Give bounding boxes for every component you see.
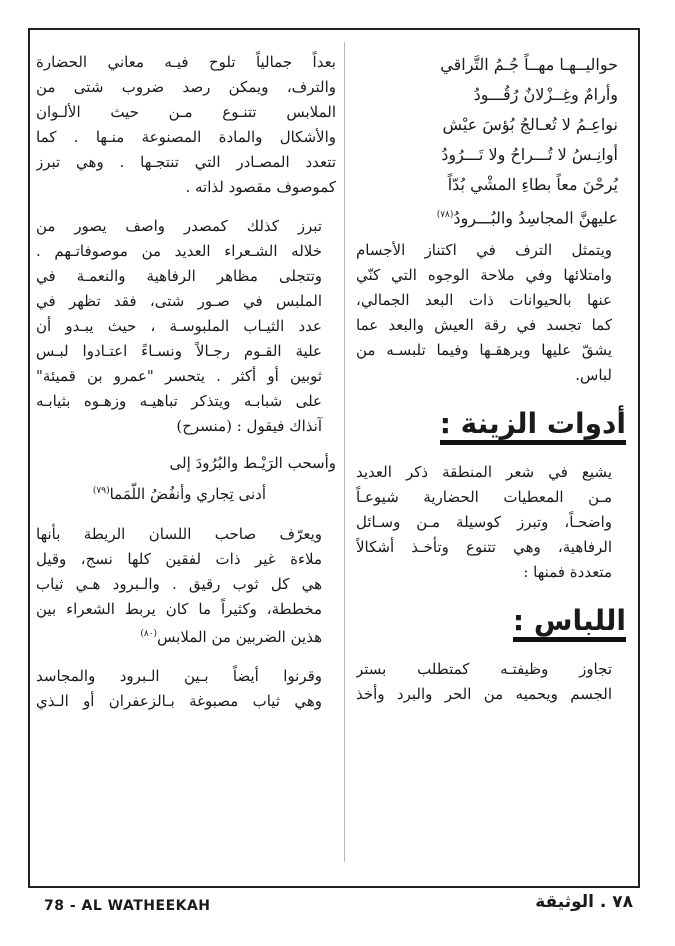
heading-text: أدوات الزينة : (440, 407, 626, 445)
paragraph-luxury (356, 238, 626, 388)
paragraph-descriptor (36, 214, 336, 439)
paragraph-rayta (36, 522, 336, 650)
text-line: عدد الثيـاب الملبوسـة ، حيث يبـدو أن (36, 317, 322, 335)
poem-line-text: عليهنَّ المجاسِدُ والبُـــرودُ (453, 208, 618, 228)
text-line (36, 622, 336, 650)
footnote-ref: (٧٨) (436, 210, 454, 220)
text-line: تبرز كذلك كمصدر واصف يصور من (36, 217, 322, 235)
text-line: وامتلائها وفي ملاحة الوجوه التي كنّي (356, 266, 612, 284)
column-divider (344, 42, 345, 862)
text-line: آنذاك فيقول : (منسرح) (176, 417, 322, 435)
text-line: ثوبين أو أكثر . يتحسر "عمرو بن قميئة" (36, 367, 322, 385)
paragraph-clothing (356, 657, 626, 707)
paragraph-clothing-cont (36, 50, 336, 200)
text-line: ويتمثل الترف في اكتناز الأجسام (356, 241, 612, 259)
footnote-ref: (٨٠) (140, 629, 158, 639)
text-line: مخططة، وكثيراً ما كان يربط الشعراء بين (36, 600, 322, 618)
text-line: وتتجلى مظاهر الرفاهية والنعمـة في (36, 267, 322, 285)
text-line-content: هذين الضربين من الملابس (157, 628, 322, 646)
paragraph-mujasid (36, 664, 336, 714)
poem-line: حواليــهـا مهــاً جُـمُ التَّراقي (440, 55, 618, 74)
section-heading-adornment (356, 406, 626, 442)
text-line: ملاءة غير ذات لفقين كلها نسج، وقيل (36, 550, 322, 568)
text-line: تجاوز وظيفتـه كمتطلب بستر (356, 660, 612, 678)
poem-line: أوانِـسُ لا تُـــراحُ ولا تَـــرُودُ (441, 145, 618, 164)
text-line: لباس. (575, 366, 612, 384)
text-line: كموصوف مقصود لذاته . (185, 178, 336, 196)
poem-line: يُرحْنَ معاً بطاءِ المشْي بُدّاً (447, 175, 618, 194)
text-line: الرفاهية، وهي تتنوع وتأخـذ أشكالاً (356, 538, 612, 556)
poem-line: نواعِـمُ لا تُعـالجُ بُؤسَ عيْش (442, 115, 618, 134)
verse-line (36, 477, 336, 508)
section-heading-clothing (356, 603, 626, 639)
text-line: بعداً جمالياً تلوح فيـه معاني الحضارة (36, 53, 336, 71)
text-line: الملابس تتنـوع مـن حيث الألـوان (36, 103, 336, 121)
text-line: الملبس في صـور شتى، فقد تظهر في (36, 292, 322, 310)
poem-line-last (356, 200, 626, 230)
text-line: الجسم ويحميه من الحر والبرد وأخذ (356, 685, 612, 703)
text-line: والأشكال والمادة المصنوعة منـها . كما (36, 128, 336, 146)
poem-block (356, 50, 626, 230)
paragraph-adornment (356, 460, 626, 585)
text-line: واضحـاً، وتبرز كوسيلة مـن وسـائل (356, 513, 612, 531)
text-line: مـن المعطيات الحضارية شيوعـاً (356, 488, 612, 506)
text-line: تتعدد المصـادر التي تنتجـها . وهي تبرز (36, 153, 336, 171)
verse-line-text: أدنى تِجاري وأنفُضُ اللّمَما (109, 485, 266, 503)
text-line: يشقّ عليها ويرهقـها وفيما تلبسـه من (356, 341, 612, 359)
text-line: والترف، ويمكن رصد ضروب شتى من (36, 78, 336, 96)
text-line: متعددة فمنها : (523, 563, 612, 581)
text-line: على شبابـه ويتذكر تباهيـه وزهـوه بثيابـه (36, 392, 322, 410)
text-line: خلاله الشـعراء العديد من موصوفاتـهم . (36, 242, 322, 260)
text-line: علية القـوم رجـالاً ونسـاءً اعتـادوا لبـس (36, 342, 322, 360)
left-column (36, 50, 336, 724)
text-line: هي كل ثوب رقيق . والـبرود هـي ثياب (36, 575, 322, 593)
footnote-ref: (٧٩) (92, 486, 110, 496)
text-line: وهي ثياب مصبوغة بـالزعفران أو الـذي (36, 692, 322, 710)
footer-page-label-arabic: ٧٨ . الوثيقة (535, 892, 633, 912)
text-line: عنها بالحيوانات ذات البعد الجمالي، (356, 291, 612, 309)
text-line: وقرنوا أيضاً بـين الـبرود والمجاسد (36, 667, 322, 685)
poem-line: وأرامٌ وغِــزْلانٌ رُقُـــودُ (473, 85, 618, 104)
text-line: ويعرّف صاحب اللسان الريطة بأنها (36, 525, 322, 543)
verse-block (36, 449, 336, 508)
text-line: كما تجسد في رقة العيش والبعد عما (356, 316, 612, 334)
footer-page-label-english: 78 - AL WATHEEKAH (44, 898, 211, 914)
verse-line: وأسحب الرَيْـط والبُرُودَ إلى (169, 454, 336, 472)
heading-text: اللباس : (513, 604, 626, 642)
right-column (356, 50, 626, 717)
text-line: يشيع في شعر المنطقة ذكر العديد (356, 463, 612, 481)
